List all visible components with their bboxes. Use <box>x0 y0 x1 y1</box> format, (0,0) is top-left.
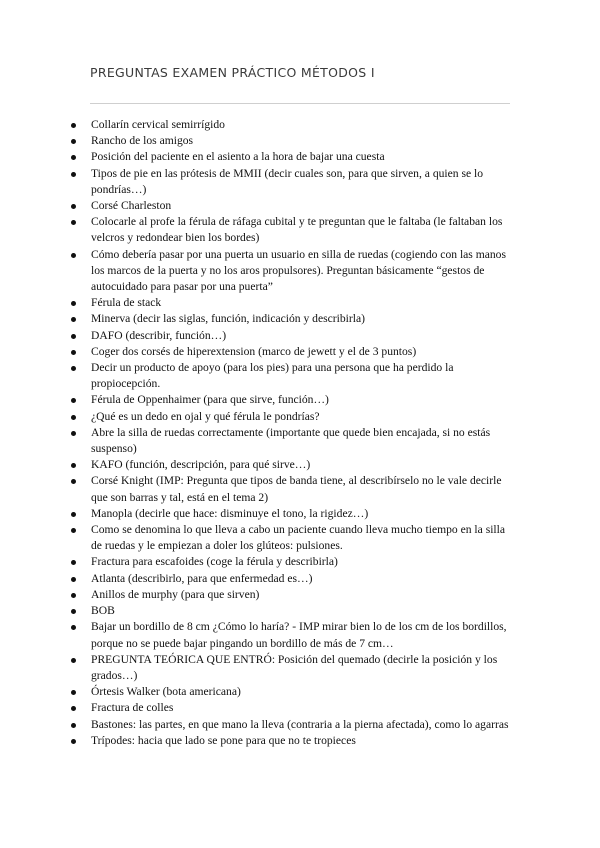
bullet-icon <box>71 723 76 728</box>
list-item-text: Abre la silla de ruedas correctamente (importante que quede bien encajada, si no estás suspenso) <box>91 425 491 456</box>
list-item-text: Minerva (decir las siglas, función, indicación y describirla) <box>91 312 365 326</box>
list-item <box>66 603 512 619</box>
list-item-text: Bastones: las partes, en que mano la lleva (contraria a la pierna afectada), como lo agarras <box>91 717 509 731</box>
list-item-text: KAFO (función, descripción, para qué sirve…) <box>91 458 311 472</box>
bullet-icon <box>71 625 76 630</box>
document-title: PREGUNTAS EXAMEN PRÁCTICO MÉTODOS I <box>90 65 375 80</box>
list-item-text: Colocarle al profe la férula de ráfaga cubital y te preguntan que le faltaba (le faltaban los velcros y redondear bien los bordes) <box>91 215 503 245</box>
bullet-icon <box>71 155 76 160</box>
list-item-text: Decir un producto de apoyo (para los pies) para una persona que ha perdido la propiocepción. <box>91 361 454 391</box>
list-item-text: Cómo debería pasar por una puerta un usuario en silla de ruedas (cogiendo con las manos los marcos de la puerta y no los aros propulsores). Preguntan básicamente “gestos de autocuidado para pasar por una puerta” <box>91 247 506 294</box>
list-item <box>66 425 512 457</box>
bullet-icon <box>71 609 76 614</box>
list-item <box>66 344 512 360</box>
list-item-text: Órtesis Walker (bota americana) <box>91 685 241 699</box>
bullet-icon <box>71 560 76 565</box>
bullet-icon <box>71 593 76 598</box>
list-item <box>66 457 512 473</box>
list-item-text: Posición del paciente en el asiento a la hora de bajar una cuesta <box>91 150 385 164</box>
list-item <box>66 149 512 165</box>
list-item <box>66 295 512 311</box>
list-item <box>66 700 512 716</box>
bullet-icon <box>71 577 76 582</box>
bullet-icon <box>71 528 76 533</box>
list-item <box>66 247 512 296</box>
bullet-icon <box>71 220 76 225</box>
bullet-icon <box>71 317 76 322</box>
list-item-text: Collarín cervical semirrígido <box>91 118 225 131</box>
list-item <box>66 522 512 554</box>
title-divider <box>90 103 510 104</box>
bullet-icon <box>71 690 76 695</box>
list-item-text: Manopla (decirle que hace: disminuye el tono, la rigidez…) <box>91 506 369 520</box>
list-item-text: Rancho de los amigos <box>91 134 194 148</box>
list-item <box>66 392 512 408</box>
bullet-icon <box>71 204 76 209</box>
list-item-text: DAFO (describir, función…) <box>91 328 227 342</box>
bullet-icon <box>71 301 76 306</box>
list-item <box>66 506 512 522</box>
list-item-text: Coger dos corsés de hiperextension (marco de jewett y el de 3 puntos) <box>91 344 417 358</box>
list-item <box>66 587 512 603</box>
list-item <box>66 619 512 651</box>
bullet-icon <box>71 706 76 711</box>
list-item <box>66 311 512 327</box>
list-item <box>66 571 512 587</box>
bullet-icon <box>71 398 76 403</box>
bullet-icon <box>71 512 76 517</box>
list-item-text: Anillos de murphy (para que sirven) <box>91 587 260 601</box>
list-item-text: Fractura para escafoides (coge la férula y describirla) <box>91 555 338 569</box>
bullet-icon <box>71 172 76 177</box>
bullet-icon <box>71 463 76 468</box>
bullet-icon <box>71 334 76 339</box>
list-item-text: Como se denomina lo que lleva a cabo un paciente cuando lleva mucho tiempo en la silla de ruedas y le empiezan a doler los glúteos: pulsiones. <box>91 523 506 553</box>
bullet-icon <box>71 139 76 144</box>
list-item-text: Férula de Oppenhaimer (para que sirve, función…) <box>91 393 329 407</box>
list-item-text: Fractura de colles <box>91 701 174 715</box>
list-item <box>66 473 512 505</box>
list-item <box>66 328 512 344</box>
list-item <box>66 652 512 684</box>
list-item <box>66 166 512 198</box>
bullet-icon <box>71 123 76 128</box>
list-item-text: ¿Qué es un dedo en ojal y qué férula le pondrías? <box>91 409 320 423</box>
list-item-text: Corsé Charleston <box>91 199 172 213</box>
bullet-icon <box>71 366 76 371</box>
list-item <box>66 117 512 133</box>
bullet-icon <box>71 479 76 484</box>
list-item <box>66 554 512 570</box>
list-item-text: Bajar un bordillo de 8 cm ¿Cómo lo haría? - IMP mirar bien lo de los cm de los bordillos, porque no se puede bajar pingando un bordillo de más de 7 cm… <box>91 620 507 650</box>
bullet-icon <box>71 253 76 258</box>
list-item <box>66 214 512 246</box>
list-item-text: Tipos de pie en las prótesis de MMII (decir cuales son, para que sirven, a quien se lo pondrías…) <box>91 166 484 196</box>
list-item <box>66 684 512 700</box>
list-item <box>66 198 512 214</box>
list-item <box>66 360 512 392</box>
list-item-text: BOB <box>91 604 115 618</box>
list-item-text: Férula de stack <box>91 296 162 310</box>
list-item-text: Atlanta (describirlo, para que enfermedad es…) <box>91 571 313 585</box>
bullet-icon <box>71 739 76 744</box>
list-item <box>66 717 512 733</box>
list-item-text: Trípodes: hacia que lado se pone para que no te tropieces <box>91 733 356 747</box>
list-item <box>66 409 512 425</box>
bullet-icon <box>71 658 76 663</box>
question-list <box>66 117 512 749</box>
bullet-icon <box>71 415 76 420</box>
bullet-icon <box>71 431 76 436</box>
list-item-text: PREGUNTA TEÓRICA QUE ENTRÓ: Posición del quemado (decirle la posición y los grados…) <box>91 652 498 682</box>
list-item-text: Corsé Knight (IMP: Pregunta que tipos de banda tiene, al describírselo no le vale decirle que son barras y tal, está en el tema 2) <box>91 474 502 504</box>
bullet-icon <box>71 350 76 355</box>
list-item <box>66 133 512 149</box>
list-item <box>66 733 512 749</box>
